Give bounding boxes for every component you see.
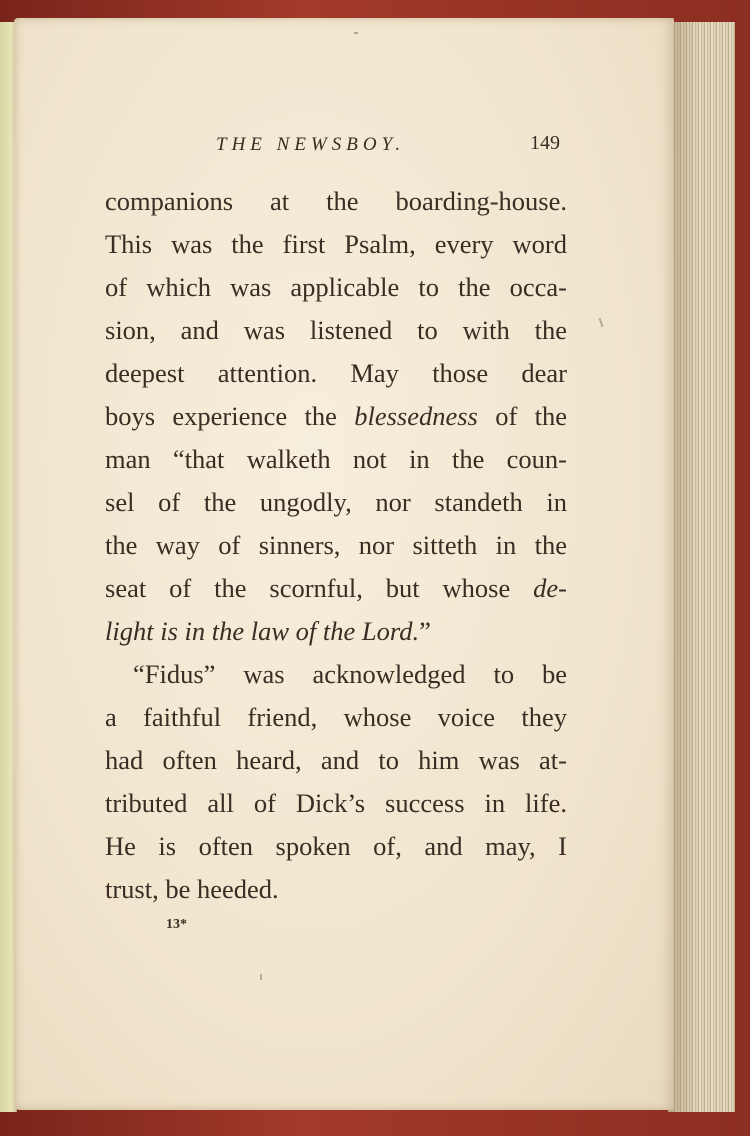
text-line: deepest attention. May those dear — [105, 358, 567, 388]
text-line — [105, 395, 567, 438]
text-line: This was the first Psalm, every word — [105, 229, 567, 259]
paper-speck — [260, 974, 262, 980]
text-run: of the — [477, 401, 568, 431]
text-line: sel of the ungodly, nor standeth in — [105, 487, 567, 517]
text-line: tributed all of Dick’s success in life. — [105, 788, 567, 818]
text-line: companions at the boarding-house. — [105, 186, 567, 216]
italic-emphasis: blessedness — [354, 401, 478, 431]
page-number: 149 — [530, 132, 560, 154]
text-line: man “that walketh not in the coun- — [105, 444, 567, 474]
text-line: a faithful friend, whose voice they — [105, 702, 567, 732]
text-line: of which was applicable to the occa- — [105, 272, 567, 302]
text-run: boys experience the — [105, 401, 355, 431]
italic-emphasis: de- — [533, 573, 567, 603]
running-head: THE NEWSBOY. — [216, 134, 406, 155]
paragraph — [105, 180, 567, 653]
text-line: the way of sinners, nor sitteth in the — [105, 530, 567, 560]
signature-mark: 13* — [166, 917, 187, 932]
text-run: seat of the scornful, but whose — [105, 573, 534, 603]
text-run: ” — [419, 616, 431, 646]
italic-emphasis: light is in the law of the Lord. — [105, 616, 420, 646]
text-line: trust, be heeded. — [105, 874, 279, 904]
text-line — [105, 567, 567, 610]
text-line: had often heard, and to him was at- — [105, 745, 567, 775]
text-line: He is often spoken of, and may, I — [105, 831, 567, 861]
text-line: “Fidus” was acknowledged to be — [133, 659, 567, 689]
paragraph — [105, 653, 567, 911]
paper-speck — [599, 318, 604, 327]
paper-speck — [354, 32, 358, 34]
text-line: sion, and was listened to with the — [105, 315, 567, 345]
body-text — [105, 180, 567, 911]
text-line — [105, 610, 567, 653]
